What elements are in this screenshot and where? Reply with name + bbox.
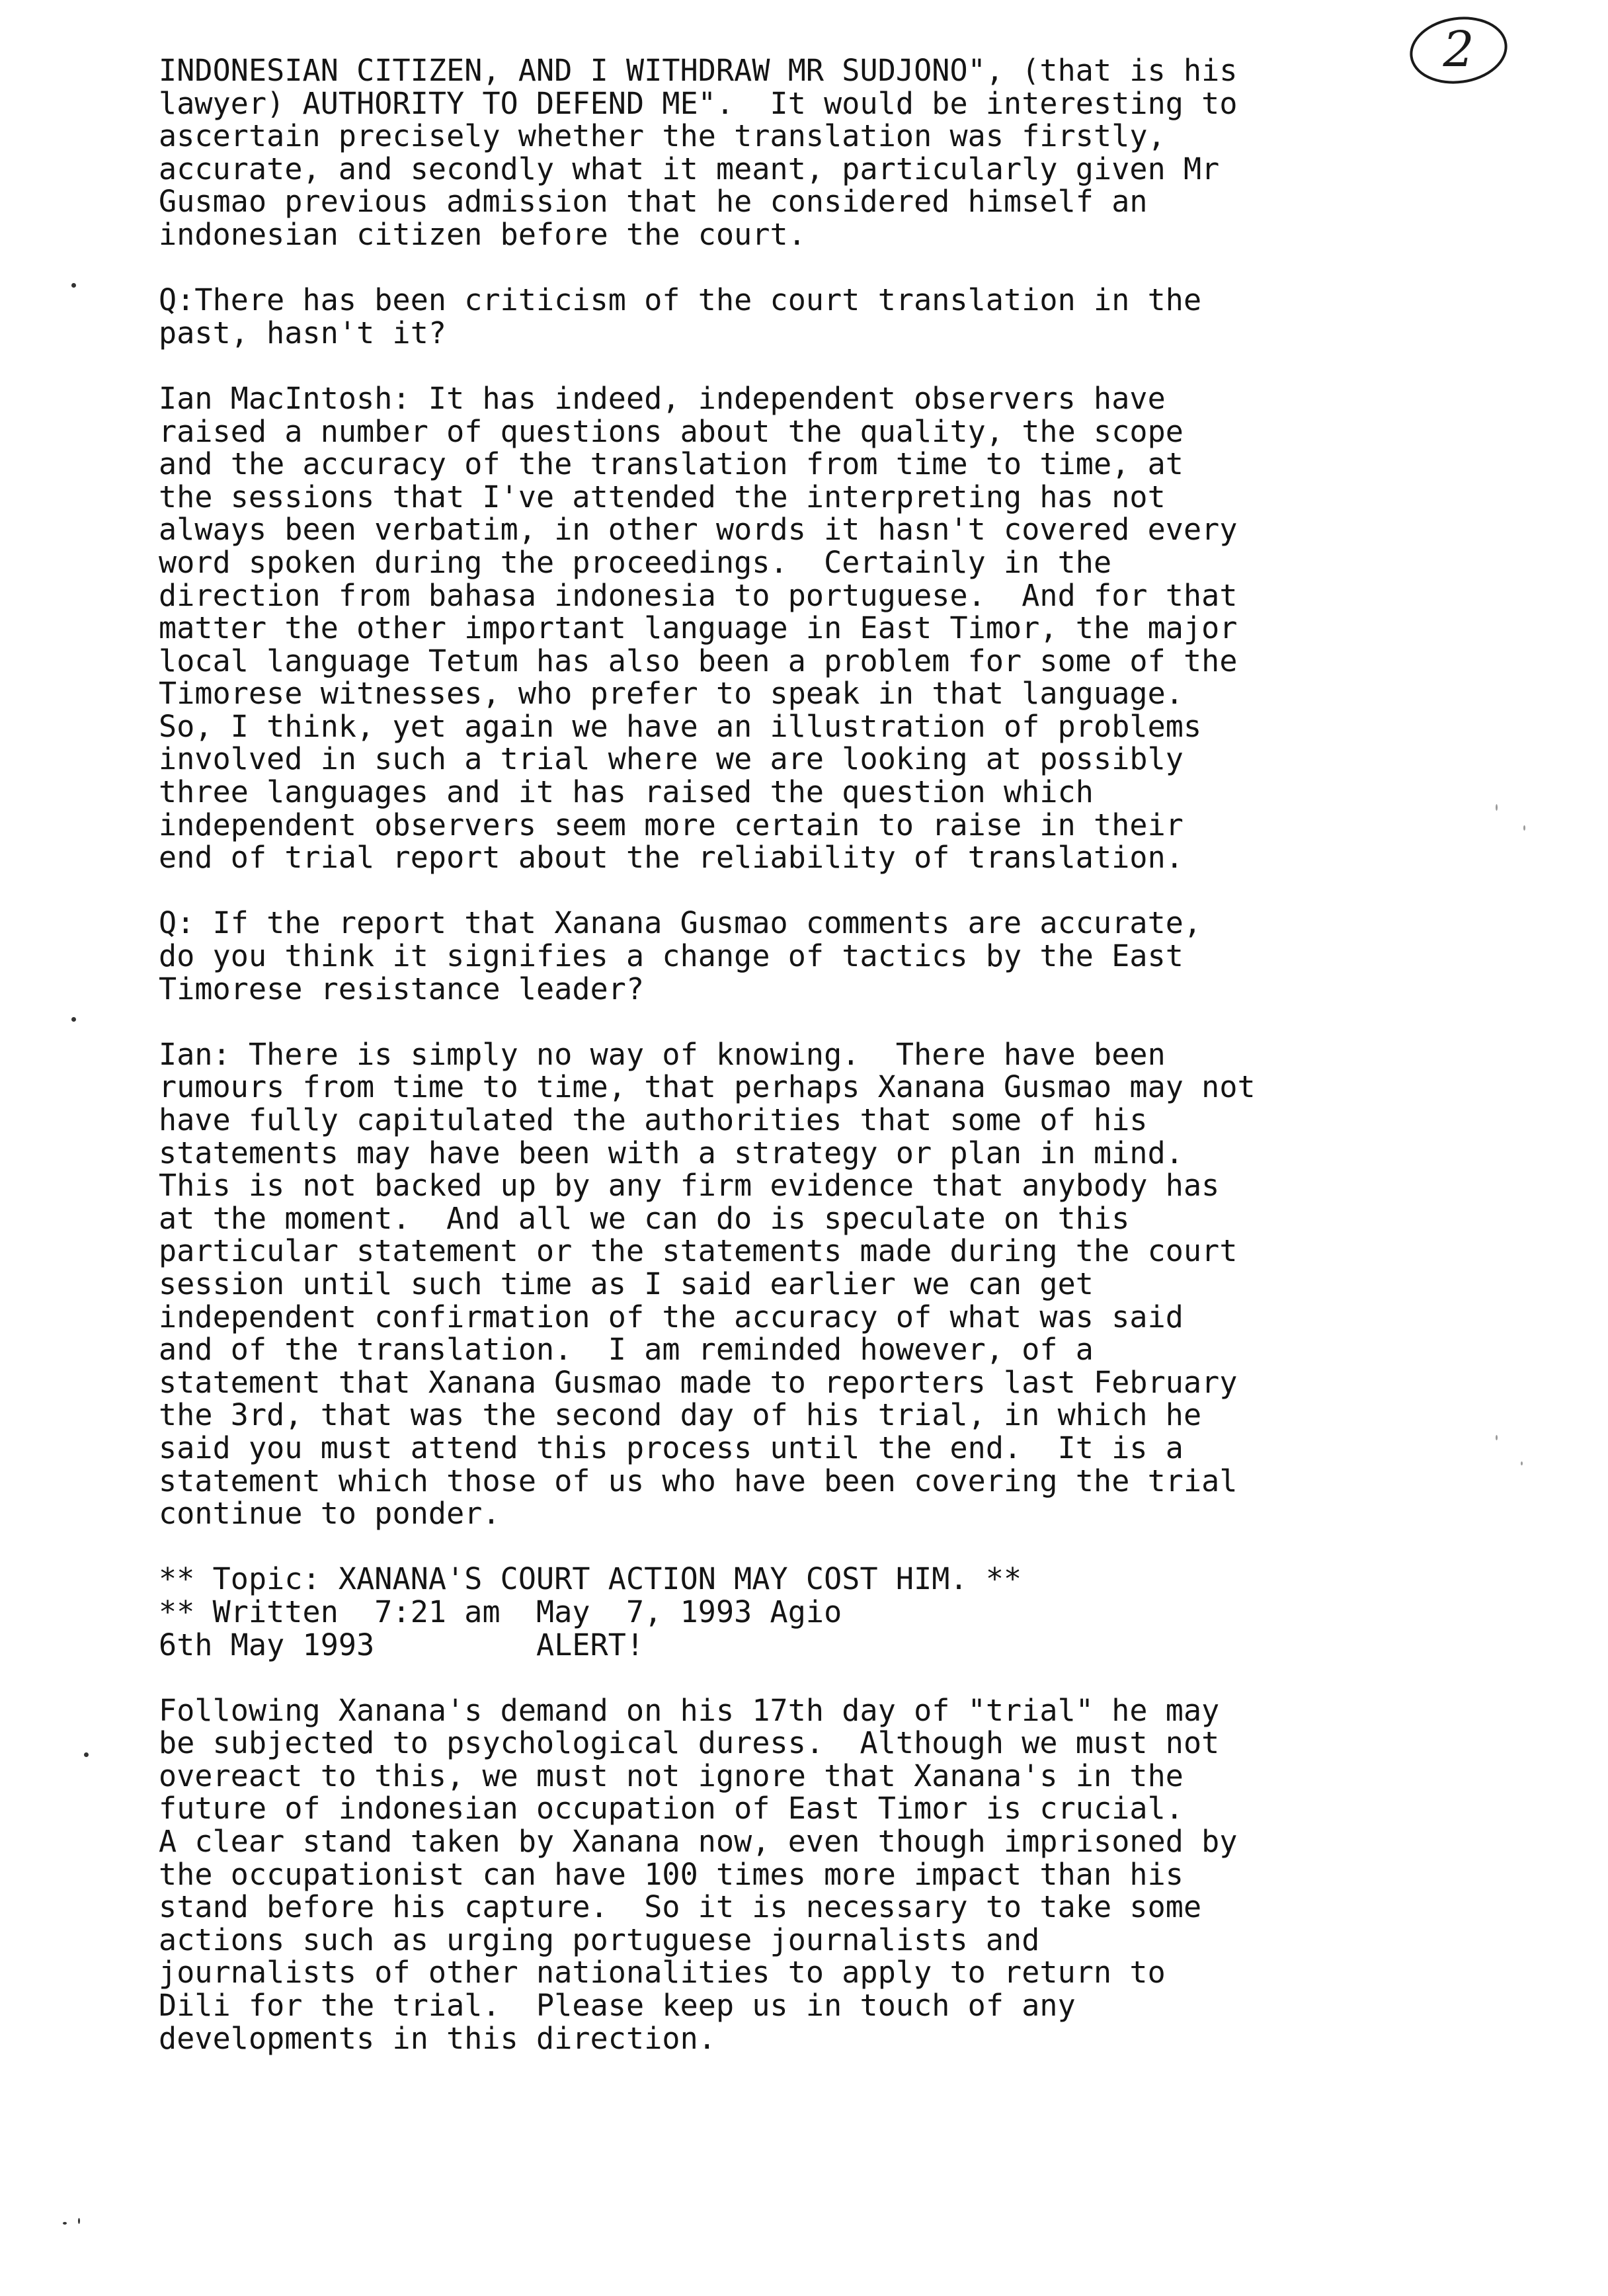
scan-speck	[71, 283, 76, 288]
text-line: journalists of other nationalities to apply to return to	[159, 1955, 1166, 1990]
text-line: raised a number of questions about the quality, the scope	[159, 413, 1184, 449]
alert-paragraph	[159, 1694, 1481, 2055]
text-line: independent confirmation of the accuracy of what was said	[159, 1299, 1184, 1334]
text-line: Ian MacIntosh: It has indeed, independent observers have	[159, 380, 1166, 416]
text-line: Q: If the report that Xanana Gusmao comments are accurate,	[159, 905, 1202, 941]
document-body	[159, 54, 1481, 2055]
text-line: This is not backed up by any firm evidence that anybody has	[159, 1168, 1220, 1204]
text-line: rumours from time to time, that perhaps Xanana Gusmao may not	[159, 1069, 1256, 1105]
text-line: stand before his capture. So it is necessary to take some	[159, 1889, 1202, 1925]
text-line: direction from bahasa indonesia to portuguese. And for that	[159, 577, 1238, 613]
text-line: involved in such a trial where we are looking at possibly	[159, 741, 1184, 777]
scan-speck	[71, 1017, 76, 1022]
text-line: word spoken during the proceedings. Certainly in the	[159, 544, 1112, 580]
text-line: actions such as urging portuguese journalists and	[159, 1922, 1040, 1957]
topic-written: ** Written 7:21 am May 7, 1993 Agio	[159, 1594, 842, 1629]
text-line: A clear stand taken by Xanana now, even though imprisoned by	[159, 1824, 1238, 1860]
text-line: do you think it signifies a change of tactics by the East	[159, 938, 1184, 974]
text-line: ascertain precisely whether the translation was firstly,	[159, 118, 1166, 154]
scan-speck	[84, 1752, 89, 1757]
text-line: Following Xanana's demand on his 17th day of "trial" he may	[159, 1692, 1220, 1728]
text-line: session until such time as I said earlier we can get	[159, 1266, 1094, 1301]
text-line: statement which those of us who have been covering the trial	[159, 1463, 1238, 1498]
scan-speck	[1521, 1461, 1523, 1465]
text-line: statement that Xanana Gusmao made to reporters last February	[159, 1364, 1238, 1400]
answer-tactics	[159, 1038, 1481, 1530]
text-line: have fully capitulated the authorities that some of his	[159, 1102, 1148, 1137]
text-line: continue to ponder.	[159, 1496, 501, 1532]
text-line: always been verbatim, in other words it hasn't covered every	[159, 512, 1238, 548]
paragraph-continuation	[159, 54, 1481, 251]
text-line: statements may have been with a strategy or plan in mind.	[159, 1135, 1184, 1170]
scan-speck	[63, 2222, 67, 2225]
text-line: accurate, and secondly what it meant, particularly given Mr	[159, 151, 1220, 186]
text-line: local language Tetum has also been a problem for some of the	[159, 643, 1238, 678]
text-line: INDONESIAN CITIZEN, AND I WITHDRAW MR SUDJONO", (that is his	[159, 53, 1238, 88]
text-line: developments in this direction.	[159, 2020, 716, 2056]
text-line: past, hasn't it?	[159, 315, 447, 350]
text-line: be subjected to psychological duress. Although we must not	[159, 1725, 1220, 1761]
text-line: Q:There has been criticism of the court translation in the	[159, 282, 1202, 318]
text-line: Gusmao previous admission that he considered himself an	[159, 184, 1148, 220]
text-line: end of trial report about the reliability of translation.	[159, 840, 1184, 876]
topic-title: ** Topic: XANANA'S COURT ACTION MAY COST HIM. **	[159, 1561, 1022, 1597]
text-line: the occupationist can have 100 times more impact than his	[159, 1856, 1184, 1892]
text-line: future of indonesian occupation of East Timor is crucial.	[159, 1791, 1184, 1826]
text-line: independent observers seem more certain to raise in their	[159, 807, 1184, 842]
topic-header	[159, 1563, 1481, 1661]
question-tactics	[159, 907, 1481, 1005]
text-line: and the accuracy of the translation from time to time, at	[159, 446, 1184, 482]
text-line: and of the translation. I am reminded however, of a	[159, 1332, 1094, 1368]
scan-speck	[1496, 804, 1498, 811]
scan-speck	[1523, 825, 1525, 831]
text-line: lawyer) AUTHORITY TO DEFEND ME". It would be interesting to	[159, 85, 1238, 121]
page-number-text: 2	[1443, 21, 1474, 78]
question-translation	[159, 284, 1481, 349]
scan-speck	[78, 2218, 80, 2224]
text-line: Timorese witnesses, who prefer to speak in that language.	[159, 676, 1184, 712]
text-line: Timorese resistance leader?	[159, 971, 645, 1006]
text-line: three languages and it has raised the question which	[159, 774, 1094, 810]
text-line: Dili for the trial. Please keep us in touch of any	[159, 1988, 1076, 2024]
text-line: the sessions that I've attended the interpreting has not	[159, 479, 1166, 514]
answer-translation	[159, 382, 1481, 874]
text-line: particular statement or the statements made during the court	[159, 1233, 1238, 1269]
text-line: said you must attend this process until the end. It is a	[159, 1430, 1184, 1465]
text-line: indonesian citizen before the court.	[159, 216, 806, 252]
text-line: the 3rd, that was the second day of his trial, in which he	[159, 1397, 1202, 1433]
scan-speck	[1496, 1435, 1498, 1440]
topic-date-alert: 6th May 1993 ALERT!	[159, 1627, 645, 1662]
text-line: So, I think, yet again we have an illustration of problems	[159, 708, 1202, 744]
text-line: at the moment. And all we can do is speculate on this	[159, 1200, 1130, 1236]
text-line: Ian: There is simply no way of knowing. There have been	[159, 1036, 1166, 1072]
text-line: overeact to this, we must not ignore that Xanana's in the	[159, 1758, 1184, 1793]
text-line: matter the other important language in East Timor, the major	[159, 610, 1238, 646]
